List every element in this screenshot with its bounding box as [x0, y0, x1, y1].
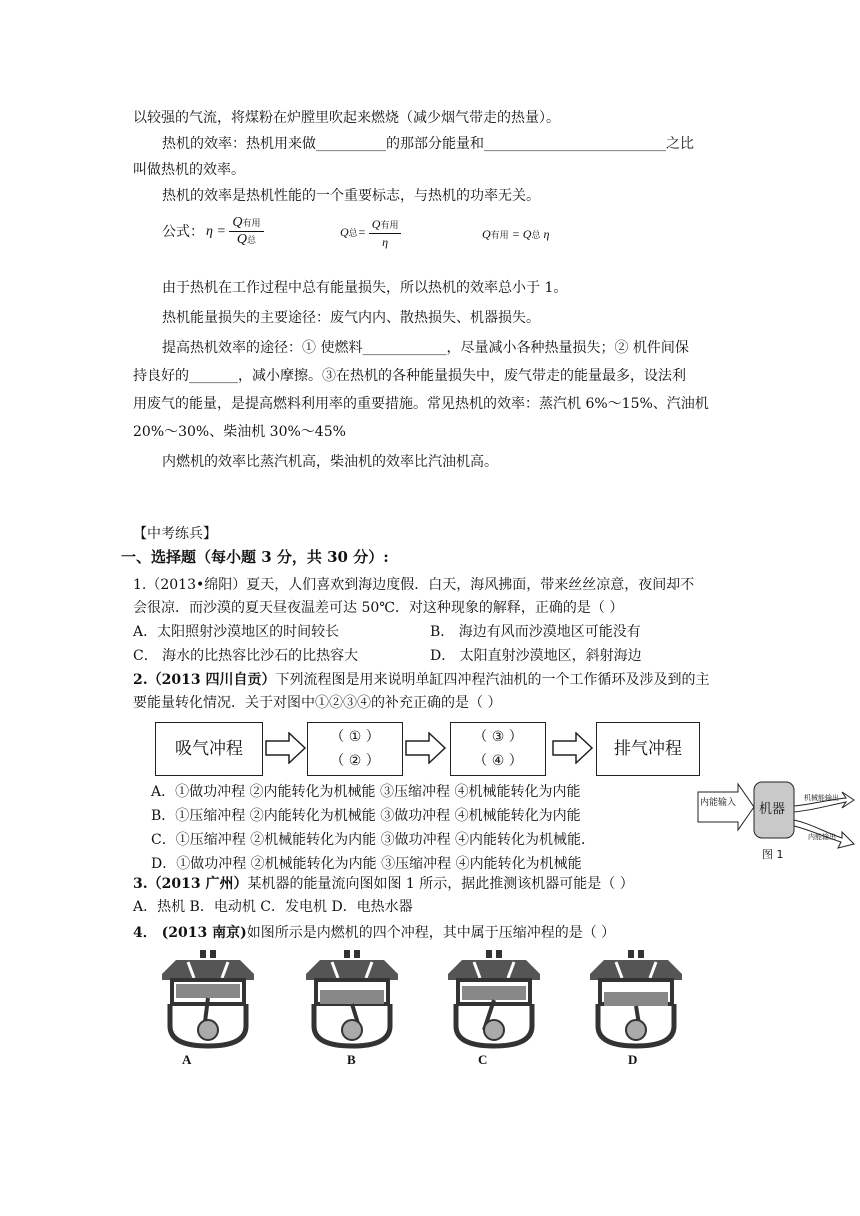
engine-stroke-d-diagram [586, 950, 686, 1050]
text-line: 20%～30%、柴油机 30%～45% [133, 424, 346, 440]
text-line: 内燃机的效率比蒸汽机高，柴油机的效率比汽油机高。 [162, 454, 498, 470]
question-1-line: 1.（2013•绵阳）夏天，人们喜欢到海边度假．白天，海风拂面，带来丝丝凉意，夜间却不 [133, 577, 695, 593]
text-line: 叫做热机的效率。 [133, 162, 245, 178]
fig1-out1-label: 机械能输出 [804, 794, 839, 802]
engine-stroke-c-diagram [444, 950, 544, 1050]
flow-box-steps-3-4: （ ③ ） （ ④ ） [450, 722, 546, 776]
flow-arrow-icon [552, 732, 594, 764]
question-2-line: 2.（2013 四川自贡）下列流程图是用来说明单缸四冲程汽油机的一个工作循环及涉及到的主 [133, 672, 710, 688]
fig1-caption: 图 1 [762, 848, 784, 861]
text-line: 用废气的能量，是提高燃料利用率的重要措施。常见热机的效率：蒸汽机 6%～15%、汽油机 [133, 396, 709, 412]
flow-box-intake: 吸气冲程 [155, 722, 263, 776]
text-line: 以较强的气流，将煤粉在炉膛里吹起来燃烧（减少烟气带走的热量）。 [133, 110, 560, 126]
flow-box-steps-1-2: （ ① ） （ ② ） [307, 722, 403, 776]
fig1-out2-label: 内能输出 [808, 833, 836, 841]
formula-efficiency: η = $\frac{\text{Q有用}}{\text{Q总}}$ [206, 212, 264, 252]
option-d: D． 太阳直射沙漠地区，斜射海边 [430, 648, 642, 664]
engine-label-a: A [182, 1052, 192, 1067]
flow-arrow-icon [265, 732, 307, 764]
text-line: 由于热机在工作过程中总有能量损失，所以热机的效率总小于 1。 [162, 280, 568, 296]
section-heading: 【中考练兵】 [133, 526, 217, 542]
formula-label: 公式： [162, 224, 204, 240]
option-b: B．①压缩冲程 ②内能转化为机械能 ③做功冲程 ④机械能转化为内能 [151, 808, 581, 824]
engine-label-c: C [478, 1052, 488, 1067]
question-2-line: 要能量转化情况．关于对图中①②③④的补充正确的是（ ） [133, 695, 502, 711]
figure-1-energy-flow [696, 776, 856, 866]
flow-box-exhaust: 排气冲程 [596, 722, 700, 776]
text-line: 热机的效率是热机性能的一个重要标志，与热机的功率无关。 [162, 188, 540, 204]
option-a: A．太阳照射沙漠地区的时间较长 [133, 624, 340, 640]
option-c: C． 海水的比热容比沙石的比热容大 [133, 648, 359, 664]
text-line: 热机能量损失的主要途径：废气内内、散热损失、机器损失。 [162, 310, 540, 326]
text-line: 持良好的_______，减小摩擦。③在热机的各种能量损失中，废气带走的能量最多，设法利 [133, 368, 686, 384]
option-c: C．①压缩冲程 ②机械能转化为内能 ③做功冲程 ④内能转化为机械能． [151, 832, 596, 848]
question-4-line: 4． (2013 南京)如图所示是内燃机的四个冲程，其中属于压缩冲程的是（ ） [133, 925, 616, 941]
fig1-input-label: 内能输入 [700, 798, 737, 808]
option-a: A．①做功冲程 ②内能转化为机械能 ③压缩冲程 ④机械能转化为内能 [151, 784, 581, 800]
option-b: B． 海边有风而沙漠地区可能没有 [430, 624, 641, 640]
flow-arrow-icon [405, 732, 447, 764]
question-3-line: 3.（2013 广州）某机器的能量流向图如图 1 所示，据此推测该机器可能是（ ） [133, 876, 634, 892]
engine-stroke-a-diagram [158, 950, 258, 1050]
fig1-machine-label: 机器 [759, 802, 786, 817]
section-title: 一、选择题（每小题 3 分，共 30 分）: [121, 548, 389, 566]
question-1-line: 会很凉．而沙漠的夏天昼夜温差可达 50℃．对这种现象的解释，正确的是（ ） [133, 600, 624, 616]
option-d: D．①做功冲程 ②机械能转化为内能 ③压缩冲程 ④内能转化为机械能 [151, 856, 582, 872]
formula-useful-heat: Q有用 = Q总 η [482, 227, 550, 241]
engine-label-d: D [628, 1052, 638, 1067]
question-3-options: A．热机 B．电动机 C．发电机 D．电热水器 [133, 899, 413, 915]
text-line: 提高热机效率的途径：① 使燃料____________，尽量减小各种热量损失；② 机件间保 [162, 340, 689, 356]
engine-label-b: B [347, 1052, 356, 1067]
text-line: 热机的效率：热机用来做__________的那部分能量和__________________________之比 [162, 136, 694, 152]
formula-total-heat: Q总= $\frac{\text{Q有用}}{\eta}$ [340, 212, 401, 253]
engine-stroke-b-diagram [302, 950, 402, 1050]
